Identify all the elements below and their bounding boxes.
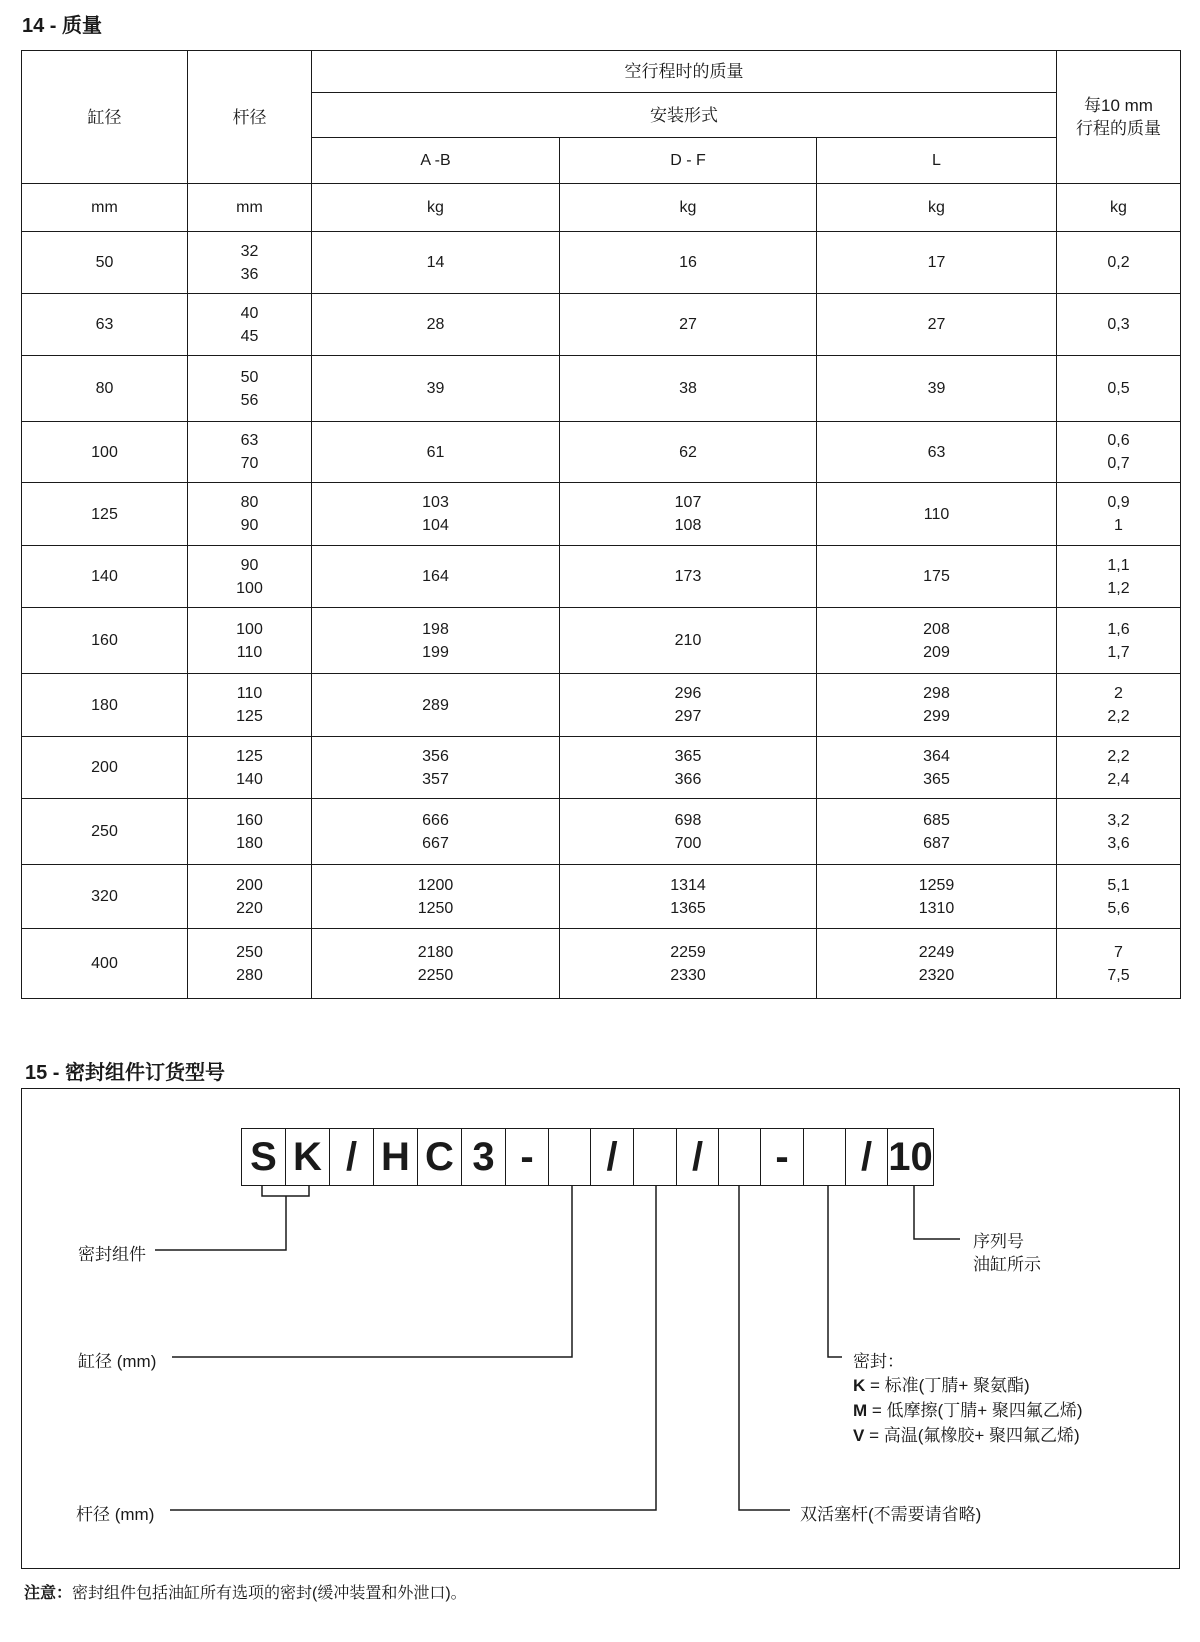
unit-l: kg	[817, 184, 1057, 232]
cell-df: 27	[560, 294, 817, 356]
code-cell: K	[285, 1128, 330, 1186]
rod-leader	[170, 1186, 656, 1510]
cell-per10: 1,1 1,2	[1057, 546, 1181, 608]
cell-bore: 50	[22, 232, 188, 294]
cell-bore: 250	[22, 799, 188, 865]
unit-df: kg	[560, 184, 817, 232]
code-cell: /	[590, 1128, 634, 1186]
seal-option-code: M	[853, 1401, 868, 1420]
cell-l: 39	[817, 356, 1057, 422]
code-cell: -	[505, 1128, 549, 1186]
cell-df: 2259 2330	[560, 929, 817, 999]
header-mass-no-stroke: 空行程时的质量	[312, 51, 1057, 93]
cell-ab: 289	[312, 674, 560, 737]
cell-rod: 160 180	[188, 799, 312, 865]
cell-l: 110	[817, 483, 1057, 546]
cell-ab: 39	[312, 356, 560, 422]
cell-rod: 80 90	[188, 483, 312, 546]
cell-df: 296 297	[560, 674, 817, 737]
seal-option	[853, 1371, 1030, 1396]
cell-l: 685 687	[817, 799, 1057, 865]
header-per10mm: 每10 mm 行程的质量	[1057, 51, 1181, 184]
cell-bore: 100	[22, 422, 188, 483]
seal-option-text: = 低摩擦(丁腈+ 聚四氟乙烯)	[867, 1401, 1083, 1420]
cell-df: 16	[560, 232, 817, 294]
cell-per10: 0,2	[1057, 232, 1181, 294]
header-rod: 杆径	[188, 51, 312, 184]
code-cell: /	[845, 1128, 888, 1186]
cell-rod: 50 56	[188, 356, 312, 422]
cell-rod: 90 100	[188, 546, 312, 608]
cell-ab: 2180 2250	[312, 929, 560, 999]
seal-type-leader	[828, 1186, 842, 1357]
unit-rod: mm	[188, 184, 312, 232]
double-rod-leader	[739, 1186, 790, 1510]
seal-kit-leader	[155, 1196, 286, 1250]
seal-option-text: = 标准(丁腈+ 聚氨酯)	[865, 1376, 1030, 1395]
cell-df: 173	[560, 546, 817, 608]
cell-l: 1259 1310	[817, 865, 1057, 929]
cell-l: 2249 2320	[817, 929, 1057, 999]
seal-option-code: K	[853, 1376, 866, 1395]
cell-ab: 198 199	[312, 608, 560, 674]
seal-option-code: V	[853, 1426, 865, 1445]
cell-l: 63	[817, 422, 1057, 483]
section-14-title: 14 - 质量	[22, 15, 103, 37]
section-15-title: 15 - 密封组件订货型号	[25, 1062, 226, 1084]
cell-bore: 80	[22, 356, 188, 422]
cell-df: 698 700	[560, 799, 817, 865]
cell-rod: 200 220	[188, 865, 312, 929]
cell-l: 208 209	[817, 608, 1057, 674]
cell-df: 1314 1365	[560, 865, 817, 929]
seal-option	[853, 1421, 1080, 1446]
cell-ab: 28	[312, 294, 560, 356]
cell-per10: 7 7,5	[1057, 929, 1181, 999]
cell-df: 210	[560, 608, 817, 674]
cell-per10: 0,9 1	[1057, 483, 1181, 546]
unit-bore: mm	[22, 184, 188, 232]
cell-per10: 2 2,2	[1057, 674, 1181, 737]
cell-rod: 32 36	[188, 232, 312, 294]
header-mounting: 安装形式	[312, 93, 1057, 138]
code-cell: /	[329, 1128, 374, 1186]
label-seals: 密封：	[853, 1352, 904, 1371]
cell-bore: 63	[22, 294, 188, 356]
label-bore: 缸径 (mm)	[78, 1352, 157, 1371]
serial-leader	[914, 1186, 960, 1239]
bore-leader	[172, 1186, 572, 1357]
note-label: 注意：	[24, 1585, 73, 1602]
cell-bore: 400	[22, 929, 188, 999]
cell-df: 365 366	[560, 737, 817, 799]
cell-per10: 1,6 1,7	[1057, 608, 1181, 674]
cell-bore: 125	[22, 483, 188, 546]
cell-l: 364 365	[817, 737, 1057, 799]
code-cell: H	[373, 1128, 418, 1186]
note-text: 密封组件包括油缸所有选项的密封(缓冲装置和外泄口)。	[72, 1585, 467, 1602]
seal-kit-bracket	[262, 1186, 309, 1196]
code-cell: 10	[887, 1128, 934, 1186]
cell-ab: 356 357	[312, 737, 560, 799]
cell-df: 62	[560, 422, 817, 483]
footnote	[24, 1580, 467, 1603]
cell-ab: 666 667	[312, 799, 560, 865]
cell-per10: 2,2 2,4	[1057, 737, 1181, 799]
cell-df: 107 108	[560, 483, 817, 546]
cell-bore: 320	[22, 865, 188, 929]
cell-bore: 180	[22, 674, 188, 737]
cell-rod: 110 125	[188, 674, 312, 737]
cell-l: 27	[817, 294, 1057, 356]
cell-ab: 103 104	[312, 483, 560, 546]
cell-bore: 200	[22, 737, 188, 799]
cell-per10: 0,3	[1057, 294, 1181, 356]
code-cell: -	[760, 1128, 804, 1186]
cell-per10: 0,6 0,7	[1057, 422, 1181, 483]
label-serial: 序列号 油缸所示	[973, 1232, 1041, 1274]
cell-rod: 100 110	[188, 608, 312, 674]
cell-l: 298 299	[817, 674, 1057, 737]
cell-ab: 1200 1250	[312, 865, 560, 929]
cell-per10: 0,5	[1057, 356, 1181, 422]
code-cell: /	[676, 1128, 719, 1186]
cell-ab: 164	[312, 546, 560, 608]
cell-rod: 125 140	[188, 737, 312, 799]
code-cell: S	[241, 1128, 286, 1186]
code-cell: C	[417, 1128, 462, 1186]
cell-per10: 3,2 3,6	[1057, 799, 1181, 865]
label-seal-kit: 密封组件	[78, 1245, 146, 1264]
code-cell: 3	[461, 1128, 506, 1186]
label-rod: 杆径 (mm)	[76, 1505, 155, 1524]
header-bore: 缸径	[22, 51, 188, 184]
cell-bore: 140	[22, 546, 188, 608]
cell-l: 17	[817, 232, 1057, 294]
cell-rod: 40 45	[188, 294, 312, 356]
seal-option	[853, 1396, 1083, 1421]
seal-option-text: = 高温(氟橡胶+ 聚四氟乙烯)	[864, 1426, 1080, 1445]
cell-l: 175	[817, 546, 1057, 608]
cell-rod: 250 280	[188, 929, 312, 999]
label-double-rod: 双活塞杆(不需要请省略)	[800, 1505, 982, 1524]
cell-bore: 160	[22, 608, 188, 674]
cell-df: 38	[560, 356, 817, 422]
unit-per10: kg	[1057, 184, 1181, 232]
cell-ab: 14	[312, 232, 560, 294]
cell-ab: 61	[312, 422, 560, 483]
unit-ab: kg	[312, 184, 560, 232]
header-l: L	[817, 138, 1057, 184]
header-df: D - F	[560, 138, 817, 184]
cell-per10: 5,1 5,6	[1057, 865, 1181, 929]
cell-rod: 63 70	[188, 422, 312, 483]
header-ab: A -B	[312, 138, 560, 184]
